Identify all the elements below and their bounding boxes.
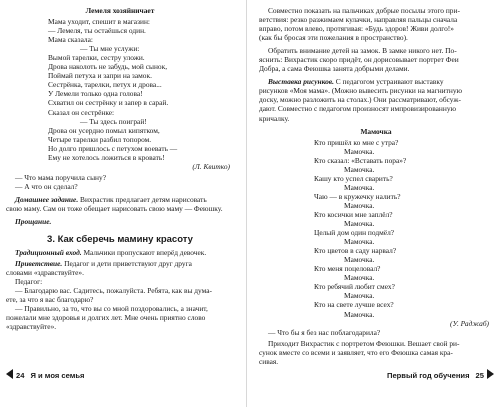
speech-line: «здравствуйте». bbox=[6, 322, 57, 332]
poem-answer: Мамочка. bbox=[344, 309, 375, 319]
traditional-entry: Традиционный вход. Мальчики пропускают вперёд девочек. bbox=[15, 248, 207, 258]
triangle-right-icon bbox=[487, 369, 494, 379]
poem-line: — Ты мне услужи: bbox=[80, 44, 140, 54]
text-line: Приходит Вихрастик с портретом Феюшки. Вешает свой ри- bbox=[268, 338, 460, 348]
thanks-line: — Что бы я без нас поблагодарила? bbox=[268, 327, 381, 337]
farewell-label: Прощание. bbox=[15, 217, 52, 227]
poem-answer: Мамочка. bbox=[344, 255, 375, 265]
greeting-line: словами «здравствуйте». bbox=[6, 268, 84, 278]
speech-line: — Благодарю вас. Садитесь, пожалуйста. Ребята, как вы дума- bbox=[15, 286, 213, 296]
poem-question: Кто меня поцеловал? bbox=[314, 264, 381, 274]
poem-line: Дрова наколоть не забудь, мой сынок, bbox=[48, 62, 168, 72]
homework-paragraph: Домашнее задание. Вихрастик предлагает детям нарисовать bbox=[15, 194, 207, 204]
poem-line: Ему не хотелось ложиться в кровать! bbox=[48, 152, 165, 162]
poem-attribution: (Л. Квитко) bbox=[192, 161, 230, 171]
poem-line: Мама сказала: bbox=[48, 35, 93, 45]
poem-answer: Мамочка. bbox=[344, 219, 375, 229]
text-line: ветствия: резко разжимаем кулачки, направляя пальцы сначала bbox=[259, 15, 458, 25]
poem-answer: Мамочка. bbox=[344, 291, 375, 301]
text-line: Обратить внимание детей на замок. В замке никого нет. По- bbox=[268, 46, 457, 56]
running-title: Я и моя семья bbox=[30, 371, 85, 380]
teacher-label: Педагог: bbox=[15, 277, 43, 287]
poem-answer: Мамочка. bbox=[344, 164, 375, 174]
poem-question: Кто косички мне заплёл? bbox=[314, 209, 393, 219]
left-footer bbox=[6, 369, 84, 381]
poem-line: Дрова он усердно помыл кипятком, bbox=[48, 125, 160, 135]
exhibition-paragraph: Выставка рисунков. С педагогом устраивают выставку bbox=[268, 77, 444, 87]
poem-line: Вымой тарелки, сестру уложи. bbox=[48, 53, 145, 63]
triangle-left-icon bbox=[6, 369, 13, 379]
page-number: 25 bbox=[475, 371, 484, 380]
poem-line: — Лемеля, ты остаёшься один. bbox=[48, 26, 146, 36]
poem-question: Кто цветов в саду нарвал? bbox=[314, 246, 397, 256]
poem-body bbox=[6, 17, 234, 162]
poem-line: Поймай петуха и запри на замок. bbox=[48, 71, 152, 81]
poem-line: У Лемели только одна голова! bbox=[48, 89, 143, 99]
poem-title: Лемеля хозяйничает bbox=[85, 6, 155, 15]
text-line: доску, можно разложить на столах.) Они рассматривают, обсуж- bbox=[259, 95, 461, 105]
right-page bbox=[259, 6, 493, 366]
poem-question: Кашу кто успел сварить? bbox=[314, 173, 393, 183]
poem-line: — Ты здесь поиграй! bbox=[80, 116, 147, 126]
homework-label: Домашнее задание. bbox=[15, 194, 79, 204]
section-title: 3. Как сберечь мамину красоту bbox=[47, 234, 193, 246]
poem-question: Кто пришёл ко мне с утра? bbox=[314, 137, 399, 147]
greeting-paragraph: Приветствие. Педагог и дети приветствуют друг друга bbox=[15, 259, 192, 269]
poem-line: Схватил он сестрёнку и запер в сарай. bbox=[48, 98, 169, 108]
text-line: яснить: Вихрастик скоро придёт, он дорисовывает портрет Феи bbox=[259, 55, 459, 65]
poem-question: Кто ребячий любит смех? bbox=[314, 282, 395, 292]
poem-line: Но долго пришлось с петухом воевать — bbox=[48, 143, 178, 153]
homework-line: свою маму. Сам он тоже обещает нарисовать свою маму — Феюшку. bbox=[6, 203, 223, 213]
running-title: Первый год обучения bbox=[386, 371, 470, 380]
poem-answer: Мамочка. bbox=[344, 237, 375, 247]
speech-line: — Правильно, за то, что вы со мной поздоровались, а значит, bbox=[15, 304, 208, 314]
dialog-line: — А что он сделал? bbox=[15, 181, 78, 191]
speech-line: ете, за что я вас благодарю? bbox=[6, 295, 94, 305]
poem-line: Сказал он сестрёнке: bbox=[48, 107, 115, 117]
dialog-line: — Что мама поручила сыну? bbox=[15, 172, 106, 182]
poem-answer: Мамочка. bbox=[344, 200, 375, 210]
text-line: Добра, а сама Феюшка занята добрыми делами. bbox=[259, 64, 410, 74]
left-page bbox=[6, 6, 234, 332]
poem-attribution: (У. Раджаб) bbox=[450, 318, 489, 328]
poem-answer: Мамочка. bbox=[344, 273, 375, 283]
text-line: Совместно показать на пальчиках добрые посылы этого при- bbox=[268, 6, 460, 15]
poem-line: Мама уходит, спешит в магазин: bbox=[48, 17, 150, 27]
text-line: (как бы бросая эти пожелания в пространство). bbox=[259, 33, 408, 43]
poem-answer: Мамочка. bbox=[344, 146, 375, 156]
right-footer bbox=[387, 369, 494, 381]
speech-line: пожелали мне здоровья и долгих лет. Мне очень приятно слово bbox=[6, 313, 206, 323]
text-line: рисунков «Моя мама». (Можно вывесить рисунки на магнитную bbox=[259, 86, 463, 96]
text-line: кричалку. bbox=[259, 113, 290, 123]
text-line: дают. Совместно с педагогом произносят импровизированную bbox=[259, 104, 457, 114]
poem-question: Чаю — в кружечку налить? bbox=[314, 191, 401, 201]
text-line: сивая. bbox=[259, 356, 279, 366]
poem-answer: Мамочка. bbox=[344, 182, 375, 192]
page-gutter bbox=[246, 0, 247, 407]
poem-line: Четыре тарелки разбил топором. bbox=[48, 134, 152, 144]
text-line: вправо, потом влево, протягивая: «Будь здоров! Живи долго!» bbox=[259, 24, 454, 34]
poem-question: Целый дом один подмёл? bbox=[314, 228, 395, 238]
poem-body bbox=[259, 138, 493, 319]
text-line: сунок вместе со всеми и заявляет, что его Феюшка самая кра- bbox=[259, 347, 453, 357]
poem-question: Кто на свете лучше всех? bbox=[314, 300, 394, 310]
page-number: 24 bbox=[16, 371, 25, 380]
poem-title: Мамочка bbox=[360, 126, 392, 136]
poem-question: Кто сказал: «Вставать пора»? bbox=[314, 155, 407, 165]
poem-line: Сестрёнка, тарелки, петух и дрова... bbox=[48, 80, 162, 90]
